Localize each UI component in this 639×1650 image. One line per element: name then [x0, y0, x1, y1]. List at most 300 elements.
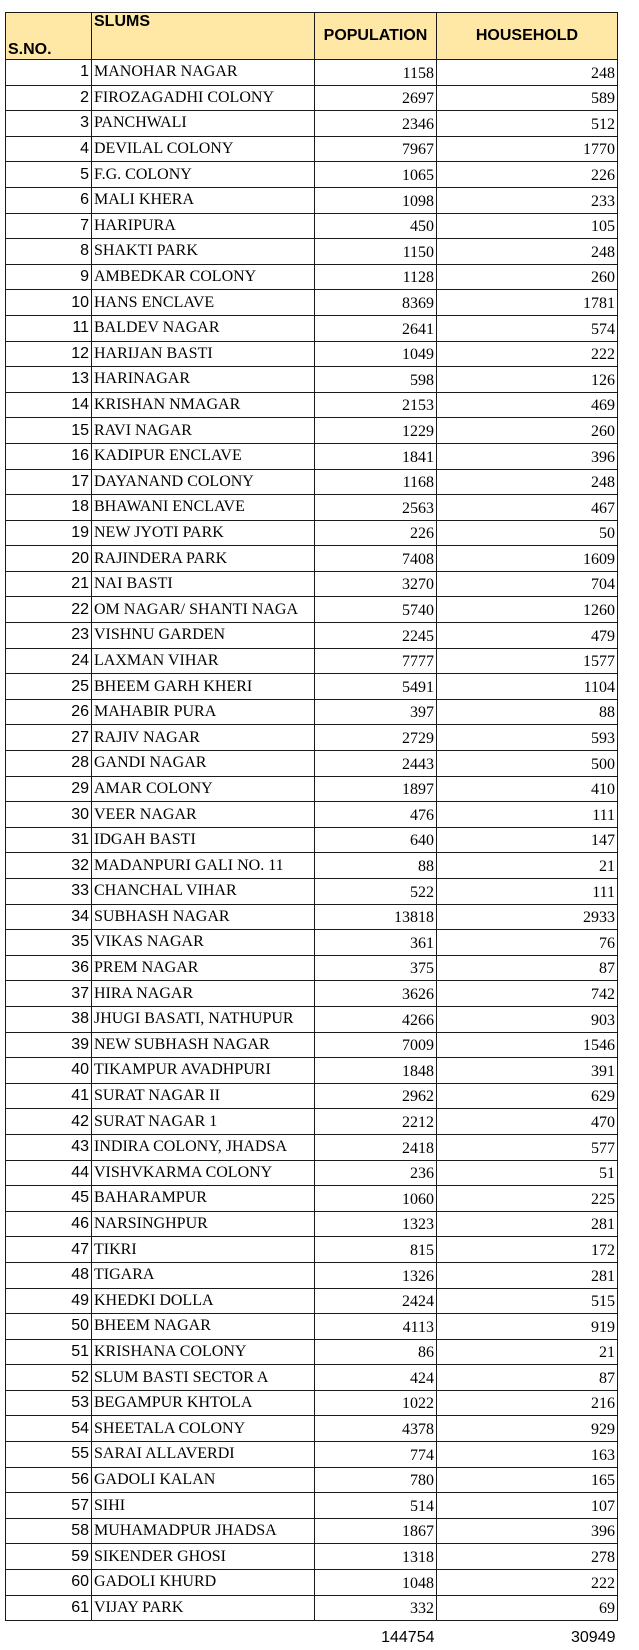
- row-sno: 23: [6, 623, 92, 649]
- row-sno: 42: [6, 1109, 92, 1135]
- row-slum-name: KRISHAN NMAGAR: [92, 392, 315, 418]
- row-population: 4113: [315, 1314, 437, 1340]
- row-population: 2962: [315, 1083, 437, 1109]
- table-row: [6, 853, 618, 879]
- row-sno: 54: [6, 1416, 92, 1442]
- row-household: 225: [437, 1186, 618, 1212]
- table-row: [6, 1390, 618, 1416]
- row-population: 522: [315, 879, 437, 905]
- row-household: 629: [437, 1083, 618, 1109]
- row-population: 7777: [315, 648, 437, 674]
- row-slum-name: HARIJAN BASTI: [92, 341, 315, 367]
- table-row: [6, 60, 618, 86]
- row-slum-name: VIJAY PARK: [92, 1595, 315, 1621]
- row-household: 233: [437, 187, 618, 213]
- header-sno: S.NO.: [6, 13, 92, 60]
- table-row: [6, 955, 618, 981]
- row-sno: 21: [6, 571, 92, 597]
- table-row: [6, 1109, 618, 1135]
- row-household: 1577: [437, 648, 618, 674]
- row-population: 424: [315, 1365, 437, 1391]
- row-sno: 2: [6, 85, 92, 111]
- table-row: [6, 315, 618, 341]
- row-slum-name: TIGARA: [92, 1262, 315, 1288]
- header-slums: SLUMS: [92, 13, 315, 60]
- row-population: 3626: [315, 981, 437, 1007]
- row-household: 919: [437, 1314, 618, 1340]
- row-population: 226: [315, 520, 437, 546]
- row-population: 1229: [315, 418, 437, 444]
- table-row: [6, 725, 618, 751]
- row-slum-name: BALDEV NAGAR: [92, 315, 315, 341]
- row-sno: 10: [6, 290, 92, 316]
- row-household: 51: [437, 1160, 618, 1186]
- row-household: 515: [437, 1288, 618, 1314]
- row-slum-name: KRISHANA COLONY: [92, 1339, 315, 1365]
- row-population: 514: [315, 1493, 437, 1519]
- table-row: [6, 1416, 618, 1442]
- table-row: [6, 443, 618, 469]
- row-household: 742: [437, 981, 618, 1007]
- row-slum-name: KHEDKI DOLLA: [92, 1288, 315, 1314]
- row-population: 4266: [315, 1006, 437, 1032]
- row-household: 105: [437, 213, 618, 239]
- row-household: 111: [437, 879, 618, 905]
- table-row: [6, 904, 618, 930]
- row-slum-name: IDGAH BASTI: [92, 827, 315, 853]
- row-slum-name: CHANCHAL VIHAR: [92, 879, 315, 905]
- row-population: 1841: [315, 443, 437, 469]
- row-slum-name: TIKRI: [92, 1237, 315, 1263]
- row-population: 7408: [315, 546, 437, 572]
- row-household: 87: [437, 955, 618, 981]
- row-household: 2933: [437, 904, 618, 930]
- row-sno: 1: [6, 60, 92, 86]
- row-sno: 6: [6, 187, 92, 213]
- row-slum-name: JHUGI BASATI, NATHUPUR: [92, 1006, 315, 1032]
- table-row: [6, 981, 618, 1007]
- row-sno: 59: [6, 1544, 92, 1570]
- row-sno: 51: [6, 1339, 92, 1365]
- row-slum-name: GADOLI KALAN: [92, 1467, 315, 1493]
- table-row: [6, 930, 618, 956]
- row-household: 165: [437, 1467, 618, 1493]
- row-slum-name: NEW SUBHASH NAGAR: [92, 1032, 315, 1058]
- row-sno: 55: [6, 1442, 92, 1468]
- row-slum-name: DEVILAL COLONY: [92, 136, 315, 162]
- row-slum-name: RAJINDERA PARK: [92, 546, 315, 572]
- row-sno: 27: [6, 725, 92, 751]
- row-population: 1049: [315, 341, 437, 367]
- table-row: [6, 776, 618, 802]
- row-population: 332: [315, 1595, 437, 1621]
- totals-name-blank: [92, 1621, 315, 1648]
- row-sno: 32: [6, 853, 92, 879]
- row-population: 2641: [315, 315, 437, 341]
- row-slum-name: MADANPURI GALI NO. 11: [92, 853, 315, 879]
- table-row: [6, 85, 618, 111]
- row-household: 172: [437, 1237, 618, 1263]
- row-population: 1065: [315, 162, 437, 188]
- table-row: [6, 1493, 618, 1519]
- table-row: [6, 495, 618, 521]
- row-sno: 9: [6, 264, 92, 290]
- row-household: 163: [437, 1442, 618, 1468]
- table-row: [6, 623, 618, 649]
- row-slum-name: KADIPUR ENCLAVE: [92, 443, 315, 469]
- row-sno: 53: [6, 1390, 92, 1416]
- row-slum-name: PANCHWALI: [92, 111, 315, 137]
- table-row: [6, 699, 618, 725]
- table-row: [6, 879, 618, 905]
- row-population: 88: [315, 853, 437, 879]
- table-body: [6, 60, 618, 1621]
- row-sno: 34: [6, 904, 92, 930]
- row-population: 2418: [315, 1134, 437, 1160]
- row-sno: 57: [6, 1493, 92, 1519]
- table-row: [6, 827, 618, 853]
- row-population: 86: [315, 1339, 437, 1365]
- row-household: 76: [437, 930, 618, 956]
- row-household: 107: [437, 1493, 618, 1519]
- row-household: 126: [437, 367, 618, 393]
- row-population: 1098: [315, 187, 437, 213]
- row-population: 1158: [315, 60, 437, 86]
- row-population: 2697: [315, 85, 437, 111]
- table-row: [6, 1365, 618, 1391]
- row-sno: 30: [6, 802, 92, 828]
- row-sno: 58: [6, 1518, 92, 1544]
- row-slum-name: TIKAMPUR AVADHPURI: [92, 1058, 315, 1084]
- row-slum-name: AMBEDKAR COLONY: [92, 264, 315, 290]
- row-household: 589: [437, 85, 618, 111]
- row-household: 88: [437, 699, 618, 725]
- table-row: [6, 1467, 618, 1493]
- row-slum-name: BEGAMPUR KHTOLA: [92, 1390, 315, 1416]
- row-household: 1260: [437, 597, 618, 623]
- row-household: 226: [437, 162, 618, 188]
- table-row: [6, 187, 618, 213]
- row-sno: 46: [6, 1211, 92, 1237]
- row-population: 361: [315, 930, 437, 956]
- row-slum-name: SURAT NAGAR 1: [92, 1109, 315, 1135]
- row-slum-name: GADOLI KHURD: [92, 1570, 315, 1596]
- row-slum-name: AMAR COLONY: [92, 776, 315, 802]
- row-population: 598: [315, 367, 437, 393]
- table-row: [6, 1160, 618, 1186]
- row-sno: 60: [6, 1570, 92, 1596]
- table-row: [6, 1314, 618, 1340]
- row-population: 1048: [315, 1570, 437, 1596]
- row-household: 281: [437, 1262, 618, 1288]
- row-slum-name: DAYANAND COLONY: [92, 469, 315, 495]
- row-slum-name: VISHVKARMA COLONY: [92, 1160, 315, 1186]
- table-row: [6, 546, 618, 572]
- row-population: 450: [315, 213, 437, 239]
- row-household: 470: [437, 1109, 618, 1135]
- row-household: 479: [437, 623, 618, 649]
- row-slum-name: HANS ENCLAVE: [92, 290, 315, 316]
- row-population: 2563: [315, 495, 437, 521]
- table-row: [6, 1237, 618, 1263]
- row-population: 8369: [315, 290, 437, 316]
- row-household: 704: [437, 571, 618, 597]
- row-slum-name: SHAKTI PARK: [92, 239, 315, 265]
- row-population: 1128: [315, 264, 437, 290]
- row-slum-name: RAVI NAGAR: [92, 418, 315, 444]
- row-household: 222: [437, 341, 618, 367]
- row-sno: 16: [6, 443, 92, 469]
- row-population: 5491: [315, 674, 437, 700]
- row-slum-name: NARSINGHPUR: [92, 1211, 315, 1237]
- row-sno: 38: [6, 1006, 92, 1032]
- row-population: 1318: [315, 1544, 437, 1570]
- row-slum-name: F.G. COLONY: [92, 162, 315, 188]
- row-sno: 48: [6, 1262, 92, 1288]
- row-household: 248: [437, 469, 618, 495]
- row-household: 396: [437, 443, 618, 469]
- table-row: [6, 290, 618, 316]
- row-slum-name: SUBHASH NAGAR: [92, 904, 315, 930]
- row-slum-name: SIHI: [92, 1493, 315, 1519]
- row-sno: 25: [6, 674, 92, 700]
- table-row: [6, 1288, 618, 1314]
- row-sno: 22: [6, 597, 92, 623]
- row-sno: 13: [6, 367, 92, 393]
- row-population: 815: [315, 1237, 437, 1263]
- row-sno: 5: [6, 162, 92, 188]
- row-sno: 19: [6, 520, 92, 546]
- header-row: [6, 13, 618, 60]
- totals-sno-blank: [6, 1621, 92, 1648]
- row-population: 1168: [315, 469, 437, 495]
- row-sno: 35: [6, 930, 92, 956]
- row-population: 13818: [315, 904, 437, 930]
- row-slum-name: VIKAS NAGAR: [92, 930, 315, 956]
- row-sno: 41: [6, 1083, 92, 1109]
- table-row: [6, 1186, 618, 1212]
- row-household: 469: [437, 392, 618, 418]
- row-household: 929: [437, 1416, 618, 1442]
- row-household: 391: [437, 1058, 618, 1084]
- table-row: [6, 1518, 618, 1544]
- table-row: [6, 597, 618, 623]
- row-household: 467: [437, 495, 618, 521]
- row-household: 278: [437, 1544, 618, 1570]
- row-sno: 29: [6, 776, 92, 802]
- table-row: [6, 469, 618, 495]
- table-row: [6, 264, 618, 290]
- slum-population-table: [5, 12, 618, 1647]
- row-household: 512: [437, 111, 618, 137]
- row-slum-name: MANOHAR NAGAR: [92, 60, 315, 86]
- table-row: [6, 1032, 618, 1058]
- table-row: [6, 520, 618, 546]
- table-row: [6, 1442, 618, 1468]
- total-population: 144754: [381, 1629, 435, 1647]
- table-row: [6, 213, 618, 239]
- row-household: 147: [437, 827, 618, 853]
- row-population: 397: [315, 699, 437, 725]
- table-row: [6, 648, 618, 674]
- row-household: 260: [437, 264, 618, 290]
- table-row: [6, 1083, 618, 1109]
- row-household: 577: [437, 1134, 618, 1160]
- row-household: 21: [437, 853, 618, 879]
- table-row: [6, 1544, 618, 1570]
- row-slum-name: MUHAMADPUR JHADSA: [92, 1518, 315, 1544]
- table-row: [6, 392, 618, 418]
- row-household: 1104: [437, 674, 618, 700]
- row-population: 1897: [315, 776, 437, 802]
- row-population: 7967: [315, 136, 437, 162]
- row-population: 2212: [315, 1109, 437, 1135]
- table-row: [6, 674, 618, 700]
- table-row: [6, 1006, 618, 1032]
- row-slum-name: PREM NAGAR: [92, 955, 315, 981]
- table-row: [6, 1058, 618, 1084]
- row-sno: 31: [6, 827, 92, 853]
- table-row: [6, 136, 618, 162]
- table-row: [6, 571, 618, 597]
- row-sno: 50: [6, 1314, 92, 1340]
- row-sno: 4: [6, 136, 92, 162]
- row-household: 21: [437, 1339, 618, 1365]
- row-population: 3270: [315, 571, 437, 597]
- row-household: 260: [437, 418, 618, 444]
- row-slum-name: OM NAGAR/ SHANTI NAGA: [92, 597, 315, 623]
- row-sno: 28: [6, 751, 92, 777]
- row-sno: 7: [6, 213, 92, 239]
- row-slum-name: VISHNU GARDEN: [92, 623, 315, 649]
- row-slum-name: SIKENDER GHOSI: [92, 1544, 315, 1570]
- row-population: 1060: [315, 1186, 437, 1212]
- row-population: 2245: [315, 623, 437, 649]
- row-slum-name: SARAI ALLAVERDI: [92, 1442, 315, 1468]
- row-population: 5740: [315, 597, 437, 623]
- row-household: 1781: [437, 290, 618, 316]
- row-sno: 52: [6, 1365, 92, 1391]
- row-sno: 47: [6, 1237, 92, 1263]
- row-sno: 33: [6, 879, 92, 905]
- row-slum-name: SURAT NAGAR II: [92, 1083, 315, 1109]
- row-sno: 14: [6, 392, 92, 418]
- row-slum-name: BAHARAMPUR: [92, 1186, 315, 1212]
- row-household: 111: [437, 802, 618, 828]
- row-slum-name: HARIPURA: [92, 213, 315, 239]
- row-sno: 12: [6, 341, 92, 367]
- row-sno: 39: [6, 1032, 92, 1058]
- row-household: 216: [437, 1390, 618, 1416]
- row-population: 2346: [315, 111, 437, 137]
- table-row: [6, 1211, 618, 1237]
- row-sno: 15: [6, 418, 92, 444]
- row-slum-name: SLUM BASTI SECTOR A: [92, 1365, 315, 1391]
- row-slum-name: HIRA NAGAR: [92, 981, 315, 1007]
- row-household: 50: [437, 520, 618, 546]
- row-household: 69: [437, 1595, 618, 1621]
- row-population: 1867: [315, 1518, 437, 1544]
- row-population: 774: [315, 1442, 437, 1468]
- row-population: 476: [315, 802, 437, 828]
- row-sno: 24: [6, 648, 92, 674]
- row-sno: 40: [6, 1058, 92, 1084]
- row-sno: 61: [6, 1595, 92, 1621]
- row-population: 2424: [315, 1288, 437, 1314]
- row-population: 2443: [315, 751, 437, 777]
- table-row: [6, 1262, 618, 1288]
- row-sno: 11: [6, 315, 92, 341]
- total-household: 30949: [571, 1629, 616, 1647]
- row-population: 1323: [315, 1211, 437, 1237]
- row-slum-name: INDIRA COLONY, JHADSA: [92, 1134, 315, 1160]
- row-slum-name: MAHABIR PURA: [92, 699, 315, 725]
- row-slum-name: MALI KHERA: [92, 187, 315, 213]
- table-row: [6, 341, 618, 367]
- row-household: 593: [437, 725, 618, 751]
- row-slum-name: BHEEM NAGAR: [92, 1314, 315, 1340]
- row-household: 410: [437, 776, 618, 802]
- header-household: HOUSEHOLD: [437, 13, 618, 60]
- row-slum-name: BHEEM GARH KHERI: [92, 674, 315, 700]
- row-sno: 45: [6, 1186, 92, 1212]
- row-sno: 36: [6, 955, 92, 981]
- table-row: [6, 1339, 618, 1365]
- table-row: [6, 1570, 618, 1596]
- table-row: [6, 1595, 618, 1621]
- row-population: 2153: [315, 392, 437, 418]
- row-slum-name: HARINAGAR: [92, 367, 315, 393]
- row-slum-name: VEER NAGAR: [92, 802, 315, 828]
- row-population: 640: [315, 827, 437, 853]
- row-sno: 37: [6, 981, 92, 1007]
- row-household: 903: [437, 1006, 618, 1032]
- row-sno: 20: [6, 546, 92, 572]
- row-household: 574: [437, 315, 618, 341]
- row-household: 1609: [437, 546, 618, 572]
- row-population: 4378: [315, 1416, 437, 1442]
- table-row: [6, 1134, 618, 1160]
- table-row: [6, 111, 618, 137]
- table-row: [6, 367, 618, 393]
- row-household: 281: [437, 1211, 618, 1237]
- table-row: [6, 418, 618, 444]
- row-household: 248: [437, 239, 618, 265]
- row-sno: 3: [6, 111, 92, 137]
- row-slum-name: GANDI NAGAR: [92, 751, 315, 777]
- row-household: 87: [437, 1365, 618, 1391]
- row-population: 1326: [315, 1262, 437, 1288]
- totals-row: [6, 1621, 618, 1648]
- row-slum-name: BHAWANI ENCLAVE: [92, 495, 315, 521]
- row-sno: 49: [6, 1288, 92, 1314]
- row-slum-name: LAXMAN VIHAR: [92, 648, 315, 674]
- row-slum-name: RAJIV NAGAR: [92, 725, 315, 751]
- row-household: 248: [437, 60, 618, 86]
- row-population: 1022: [315, 1390, 437, 1416]
- table-row: [6, 239, 618, 265]
- row-population: 1150: [315, 239, 437, 265]
- row-household: 500: [437, 751, 618, 777]
- header-population: POPULATION: [315, 13, 437, 60]
- row-slum-name: NEW JYOTI PARK: [92, 520, 315, 546]
- row-population: 2729: [315, 725, 437, 751]
- row-population: 780: [315, 1467, 437, 1493]
- row-population: 375: [315, 955, 437, 981]
- row-slum-name: FIROZAGADHI COLONY: [92, 85, 315, 111]
- row-slum-name: NAI BASTI: [92, 571, 315, 597]
- table-row: [6, 802, 618, 828]
